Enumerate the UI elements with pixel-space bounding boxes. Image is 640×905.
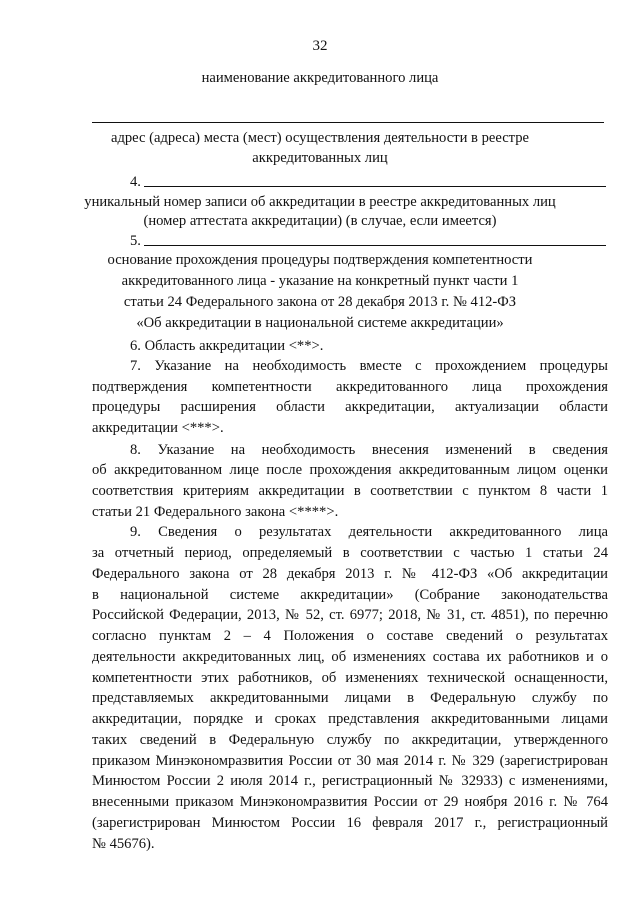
item-9-line-4: в национальной системе аккредитации» (Собрание законодательства xyxy=(92,587,608,603)
item-5-caption-line-4: «Об аккредитации в национальной системе аккредитации» xyxy=(136,315,504,331)
item-6-area-of-accreditation: 6. Область аккредитации <**>. xyxy=(130,338,324,354)
item-9-line-5: Российской Федерации, 2013, № 52, ст. 6977; 2018, № 31, ст. 4851), по перечню xyxy=(92,607,608,623)
item-7-line-2: подтверждения компетентности аккредитованного лица прохождения xyxy=(92,379,608,395)
caption-accredited-name: наименование аккредитованного лица xyxy=(201,70,439,86)
item-9-line-6: согласно пунктам 2 – 4 Положения о составе сведений о результатах xyxy=(92,628,608,644)
item-4-caption-line-1: уникальный номер записи об аккредитации в реестре аккредитованных лиц xyxy=(84,194,556,210)
page-number: 32 xyxy=(312,38,328,54)
item-5-caption-line-2: аккредитованного лица - указание на конкретный пункт части 1 xyxy=(121,273,519,289)
item-7-line-4: аккредитации <***>. xyxy=(92,420,224,436)
item-9-line-9: представляемых аккредитованными лицами в Федеральную службу по xyxy=(92,690,608,706)
blank-line-item-5 xyxy=(144,245,606,246)
item-9-line-7: деятельности аккредитованных лиц, об изменениях состава их работников и о xyxy=(92,649,608,665)
item-9-line-11: таких сведений в Федеральную службу по аккредитации, утвержденного xyxy=(92,732,608,748)
item-8-line-2: об аккредитованном лице после прохождения аккредитованным лицом оценки xyxy=(92,462,608,478)
item-9-line-12: приказом Минэкономразвития России от 30 мая 2014 г. № 329 (зарегистрирован xyxy=(92,753,608,769)
item-9-line-13: Минюстом России 2 июля 2014 г., регистрационный № 32933) с изменениями, xyxy=(92,773,608,789)
item-9-line-2: за отчетный период, определяемый в соответствии с частью 1 статьи 24 xyxy=(92,545,608,561)
item-9-line-8: компетентности этих работников, об изменениях технической оснащенности, xyxy=(92,670,608,686)
item-4-number: 4. xyxy=(130,174,141,190)
item-5-number: 5. xyxy=(130,233,141,249)
caption-address-line-2: аккредитованных лиц xyxy=(252,150,388,166)
item-8-line-3: соответствия критериям аккредитации в соответствии с пунктом 8 части 1 xyxy=(92,483,608,499)
item-9-line-16: № 45676). xyxy=(92,836,155,852)
item-8-line-4: статьи 21 Федерального закона <****>. xyxy=(92,504,339,520)
item-9-line-1: 9. Сведения о результатах деятельности аккредитованного лица xyxy=(130,524,608,540)
blank-line-item-4 xyxy=(144,186,606,187)
blank-line-address xyxy=(92,122,604,123)
caption-address-line-1: адрес (адреса) места (мест) осуществления деятельности в реестре xyxy=(110,130,529,146)
item-7-line-1: 7. Указание на необходимость вместе с прохождением процедуры xyxy=(130,358,608,374)
item-5-caption-line-3: статьи 24 Федерального закона от 28 декабря 2013 г. № 412-ФЗ xyxy=(123,294,517,310)
item-7-line-3: процедуры расширения области аккредитации, актуализации области xyxy=(92,399,608,415)
item-5-caption-line-1: основание прохождения процедуры подтверждения компетентности xyxy=(107,252,533,268)
item-9-line-15: (зарегистрирован Минюстом России 16 февраля 2017 г., регистрационный xyxy=(92,815,608,831)
item-9-line-10: аккредитации, порядке и сроках представления аккредитованными лицами xyxy=(92,711,608,727)
item-9-line-3: Федерального закона от 28 декабря 2013 г. № 412-ФЗ «Об аккредитации xyxy=(92,566,608,582)
item-9-line-14: внесенными приказом Минэкономразвития России от 29 ноября 2016 г. № 764 xyxy=(92,794,608,810)
item-4-caption-line-2: (номер аттестата аккредитации) (в случае, если имеется) xyxy=(143,213,497,229)
item-8-line-1: 8. Указание на необходимость внесения изменений в сведения xyxy=(130,442,608,458)
